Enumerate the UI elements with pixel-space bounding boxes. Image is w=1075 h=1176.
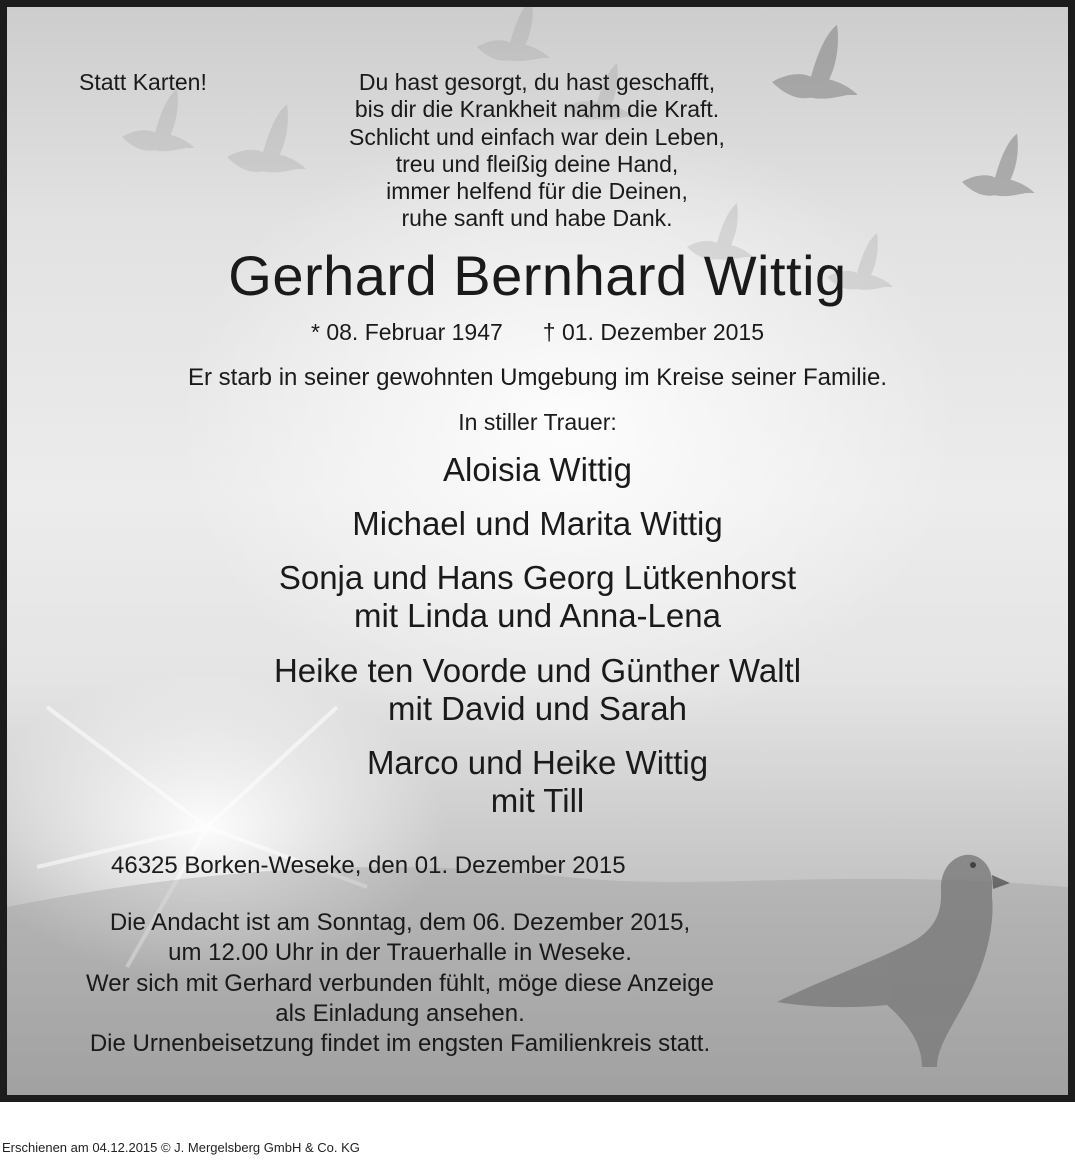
poem-line: treu und fleißig deine Hand, xyxy=(395,150,679,177)
ceremony-line: Die Urnenbeisetzung findet im engsten Familienkreis statt. xyxy=(89,1030,711,1058)
mourner-line: mit Linda und Anna-Lena xyxy=(354,597,721,634)
place-and-date: 46325 Borken-Weseke, den 01. Dezember 2015 xyxy=(111,852,626,879)
mourner-entry xyxy=(7,559,1068,635)
life-dates xyxy=(7,319,1068,346)
flying-dove-icon xyxy=(962,134,1035,197)
birth-date: * 08. Februar 1947 xyxy=(311,319,503,345)
flying-dove-icon xyxy=(477,7,550,61)
mourner-entry xyxy=(7,652,1068,728)
ceremony-line: als Einladung ansehen. xyxy=(275,999,525,1027)
poem-line: immer helfend für die Deinen, xyxy=(386,178,688,205)
mourner-line: Marco und Heike Wittig xyxy=(366,744,709,781)
poem xyxy=(237,69,837,233)
mourner-line: Sonja und Hans Georg Lütkenhorst xyxy=(278,559,797,596)
flying-dove-icon xyxy=(122,89,195,152)
mourner-line: Aloisia Wittig xyxy=(443,451,632,488)
ceremony-line: Die Andacht ist am Sonntag, dem 06. Dezember 2015, xyxy=(109,909,691,936)
death-date: † 01. Dezember 2015 xyxy=(542,319,764,345)
publication-footer: Erschienen am 04.12.2015 © J. Mergelsberg GmbH & Co. KG xyxy=(2,1140,360,1155)
deceased-name: Gerhard Bernhard Wittig xyxy=(228,244,847,307)
poem-line: Du hast gesorgt, du hast geschafft, xyxy=(358,69,716,95)
ceremony-info xyxy=(25,908,775,1059)
mourner-line: mit Till xyxy=(490,782,585,819)
death-statement: Er starb in seiner gewohnten Umgebung im Kreise seiner Familie. xyxy=(188,364,887,391)
poem-line: ruhe sanft und habe Dank. xyxy=(401,205,673,232)
mourner-entry xyxy=(7,505,1068,543)
statt-karten-label: Statt Karten! xyxy=(79,69,207,95)
mourner-line: mit David und Sarah xyxy=(388,690,687,727)
ceremony-line: um 12.00 Uhr in der Trauerhalle in Weseke. xyxy=(168,939,632,967)
mourning-label: In stiller Trauer: xyxy=(458,409,617,435)
poem-line: bis dir die Krankheit nahm die Kraft. xyxy=(354,96,720,123)
mourner-line: Michael und Marita Wittig xyxy=(352,505,723,542)
mourner-line: Heike ten Voorde und Günther Waltl xyxy=(273,652,802,689)
poem-line: Schlicht und einfach war dein Leben, xyxy=(349,123,725,150)
ceremony-line: Wer sich mit Gerhard verbunden fühlt, möge diese Anzeige xyxy=(86,969,714,997)
mourner-entry xyxy=(7,451,1068,489)
mourner-entry xyxy=(7,744,1068,820)
